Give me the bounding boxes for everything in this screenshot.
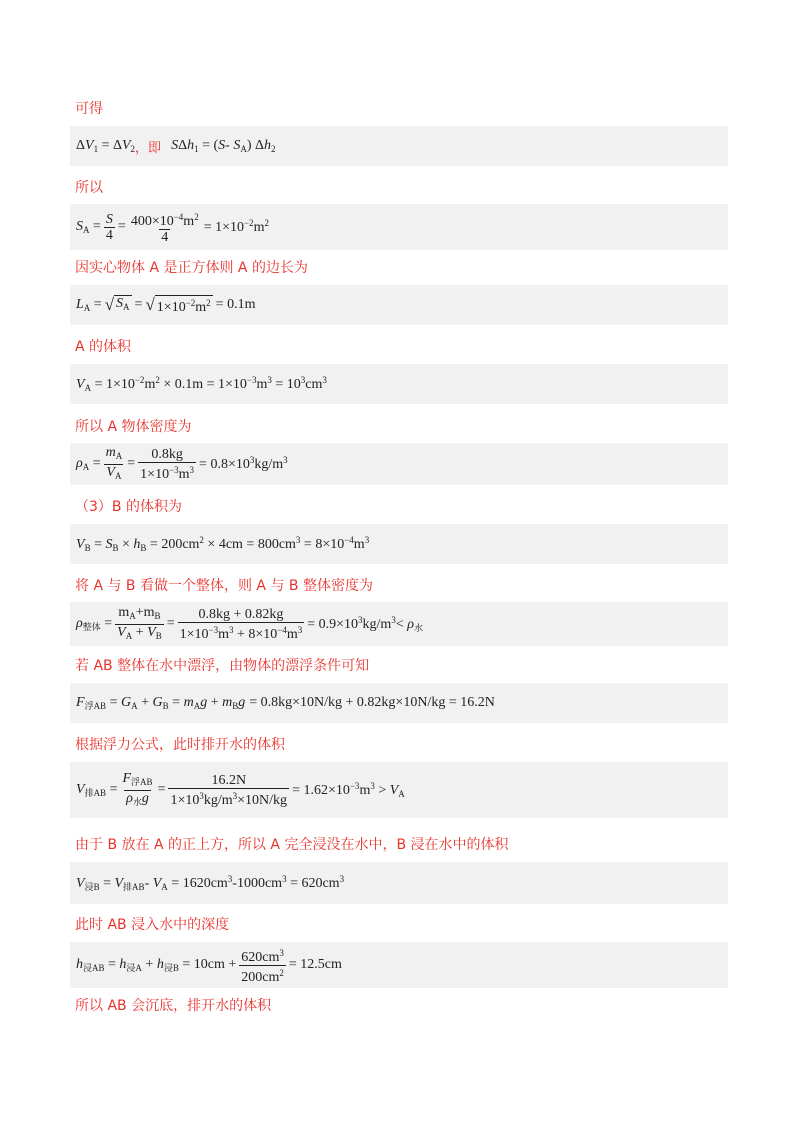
equation-box [70, 524, 728, 564]
equation: $\Delta V_1 = \Delta V_2$ ，即 SΔh$_1$ = (S- $S_A$) $\Delta h_2$ [76, 138, 276, 156]
equation-box [70, 683, 728, 723]
equation-box [70, 443, 728, 485]
equation-box [70, 862, 728, 904]
equation: $\rho_A$ = $\frac{m_A}{V_A}$ = $\frac{0.8kg}{1\times 10^{-3}m^3}$ = $0.8\times 10^3kg/m^3$ [76, 444, 288, 482]
text-line: 所以 AB 会沉底，排开水的体积 [75, 998, 272, 1014]
equation: $F_{浮AB} = G_A + G_B = m_Ag + m_Bg$ = 0.8kg×10N/kg + 0.82kg×10N/kg = 16.2N [76, 694, 495, 711]
equation-box [70, 126, 728, 166]
text-line: 可得 [75, 101, 103, 117]
equation: $V_{排AB}$ = $\frac{F_{浮AB}}{\rho_水g}$ = $\frac{16.2N}{1\times 10^3kg/m^3\times 10N/kg}$ = $1.62\times 10^{-3}m^3 > V_A$ [76, 770, 405, 808]
text-line: 若 AB 整体在水中漂浮，由物体的漂浮条件可知 [75, 658, 370, 674]
equation: $L_A$ = √ $S_A$ = √ $1\times 10^{-2}m^2$ = 0.1m [76, 295, 256, 315]
text-line: 此时 AB 浸入水中的深度 [75, 917, 230, 933]
equation-text: ，即 [135, 140, 162, 156]
equation-box [70, 762, 728, 818]
text-line: 由于 B 放在 A 的正上方，所以 A 完全浸没在水中，B 浸在水中的体积 [75, 837, 509, 853]
text-line: 所以 [75, 180, 103, 196]
equation-box [70, 285, 728, 325]
equation: $S_A$ = $\frac{S}{4}$ = $\frac{400\times 10^{-4}m^2}{4}$ = $1\times 10^{-2}m^2$ [76, 211, 269, 245]
text-line: 所以 A 物体密度为 [75, 419, 192, 435]
equation: $\rho_{整体}$ = $\frac{m_A+m_B}{V_A + V_B}$ = $\frac{0.8kg + 0.82kg}{1\times 10^{-3}m^3 + 8\times 10^{-4}m^3}$ = $0.9\times 10^3kg/m^3< \rho_水$ [76, 604, 423, 642]
equation-box [70, 942, 728, 988]
text-line: 根据浮力公式，此时排开水的体积 [75, 737, 285, 753]
text-line: 将 A 与 B 看做一个整体，则 A 与 B 整体密度为 [75, 578, 373, 594]
equation: $V_B = S_B \times h_B = 200cm^2 \times 4cm = 800cm^3 = 8\times 10^{-4}m^3$ [76, 535, 370, 553]
equation: $h_{浸AB} = h_{浸A} + h_{浸B} = 10cm$ + $\frac{620cm^3}{200cm^2}$ = 12.5cm [76, 947, 342, 985]
equation: $V_{浸B} = V_{排AB}-$ $V_A = 1620cm^3-1000cm^3 = 620cm^3$ [76, 873, 345, 892]
text-line: 因实心物体 A 是正方体则 A 的边长为 [75, 260, 308, 276]
equation-box [70, 364, 728, 404]
equation: $V_A = 1\times 10^{-2}m^2 \times 0.1m = 1\times 10^{-3}m^3 = 10^3cm^3$ [76, 375, 327, 393]
text-line: （3）B 的体积为 [75, 499, 182, 515]
equation-box [70, 602, 728, 646]
text-line: A 的体积 [75, 339, 132, 355]
equation-box [70, 204, 728, 250]
